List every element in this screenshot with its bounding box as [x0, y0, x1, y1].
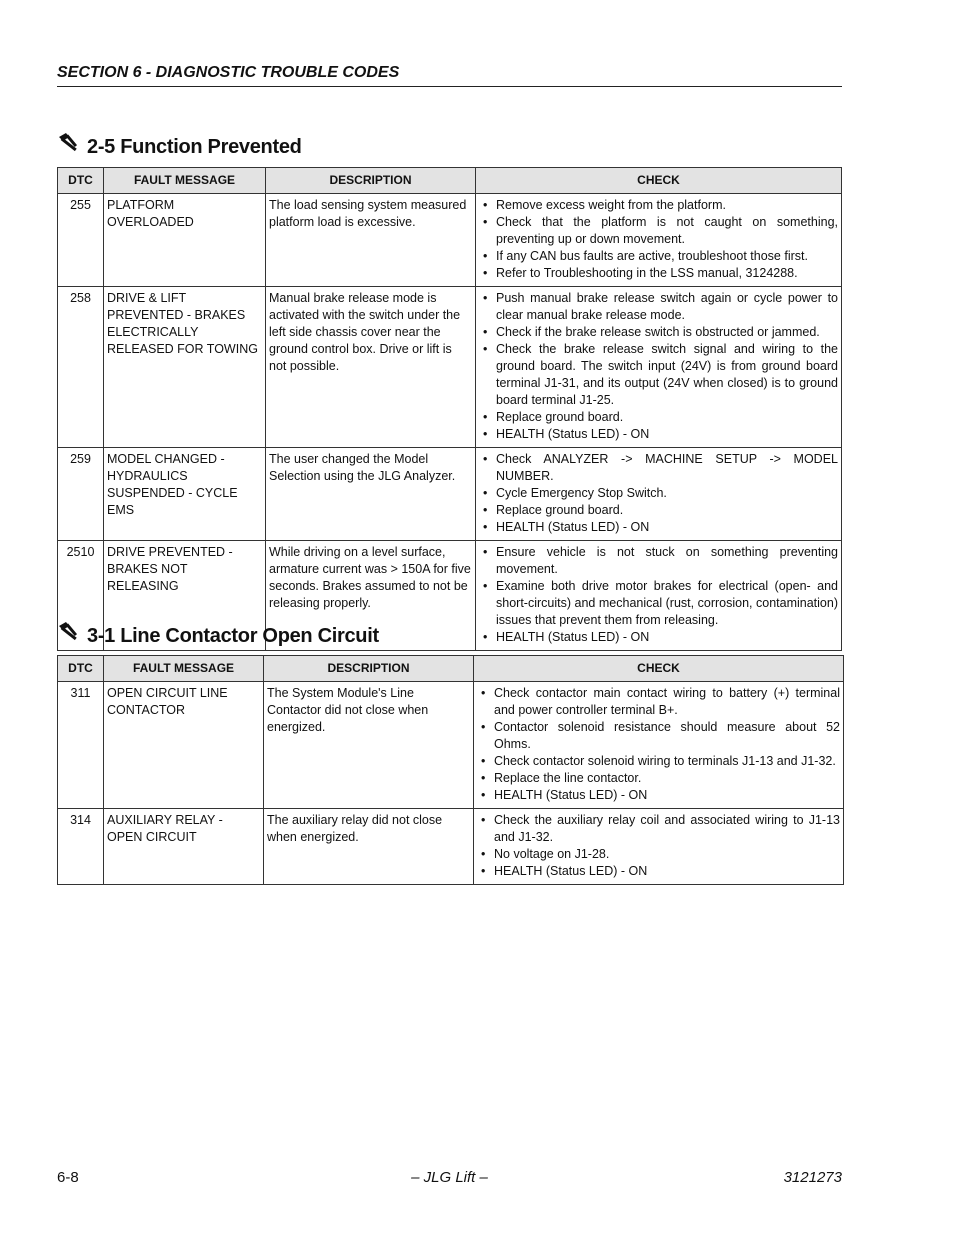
check-cell — [476, 194, 842, 287]
check-item: • HEALTH (Status LED) - ON — [477, 787, 840, 804]
check-item: • Check the auxiliary relay coil and associated wiring to J1-13 and J1-32. — [477, 812, 840, 846]
check-cell — [474, 682, 844, 809]
check-item: • Check contactor solenoid wiring to terminals J1-13 and J1-32. — [477, 753, 840, 770]
column-header-check: CHECK — [474, 656, 844, 682]
column-header-fault: FAULT MESSAGE — [104, 168, 266, 194]
column-header-fault: FAULT MESSAGE — [104, 656, 264, 682]
check-item: • Push manual brake release switch again or cycle power to clear manual brake release mode. — [479, 290, 838, 324]
fault-description: The System Module's Line Contactor did not close when energized. — [264, 682, 474, 809]
check-cell — [476, 541, 842, 651]
column-header-check: CHECK — [476, 168, 842, 194]
dtc-code: 258 — [58, 287, 104, 448]
table-row — [58, 194, 842, 287]
wrench-hammer-icon — [57, 622, 81, 650]
column-header-description: DESCRIPTION — [264, 656, 474, 682]
dtc-code: 311 — [58, 682, 104, 809]
check-item: • Check ANALYZER -> MACHINE SETUP -> MODEL NUMBER. — [479, 451, 838, 485]
table-row — [58, 287, 842, 448]
check-cell — [474, 809, 844, 885]
column-header-dtc: DTC — [58, 168, 104, 194]
section-heading-text: 2-5 Function Prevented — [87, 135, 302, 158]
section-heading-text: 3-1 Line Contactor Open Circuit — [87, 624, 379, 647]
section-heading-2-5 — [57, 133, 302, 161]
dtc-code: 2510 — [58, 541, 104, 651]
table-row — [58, 682, 844, 809]
fault-description: The user changed the Model Selection using the JLG Analyzer. — [266, 448, 476, 541]
fault-description: The auxiliary relay did not close when energized. — [264, 809, 474, 885]
page-number: 6-8 — [57, 1169, 79, 1186]
dtc-code: 255 — [58, 194, 104, 287]
check-cell — [476, 287, 842, 448]
dtc-code: 314 — [58, 809, 104, 885]
check-item: • Check that the platform is not caught on something, preventing up or down movement. — [479, 214, 838, 248]
dtc-code: 259 — [58, 448, 104, 541]
check-item: • Contactor solenoid resistance should measure about 52 Ohms. — [477, 719, 840, 753]
check-item: • Check the brake release switch signal and wiring to the ground board. The switch input (24V) is from ground board terminal J1-31, and its output (24V when closed) is to ground board terminal J1-25. — [479, 341, 838, 409]
page-footer — [57, 1169, 842, 1189]
check-item: • Ensure vehicle is not stuck on something preventing movement. — [479, 544, 838, 578]
check-item: • Replace the line contactor. — [477, 770, 840, 787]
fault-message: AUXILIARY RELAY - OPEN CIRCUIT — [104, 809, 264, 885]
dtc-table-3-1 — [57, 655, 844, 885]
check-item: • HEALTH (Status LED) - ON — [479, 629, 838, 646]
section-heading-3-1 — [57, 622, 379, 650]
fault-description: The load sensing system measured platform load is excessive. — [266, 194, 476, 287]
check-item: • If any CAN bus faults are active, troubleshoot those first. — [479, 248, 838, 265]
check-item: • No voltage on J1-28. — [477, 846, 840, 863]
dtc-table-2-5 — [57, 167, 842, 651]
fault-description: While driving on a level surface, armature current was > 150A for five seconds. Brakes assumed to not be releasing properly. — [266, 541, 476, 651]
table-header-row — [58, 168, 842, 194]
section-header: SECTION 6 - DIAGNOSTIC TROUBLE CODES — [57, 64, 842, 87]
check-item: • Examine both drive motor brakes for electrical (open- and short-circuits) and mechanical (rust, corrosion, contamination) issues that prevent them from releasing. — [479, 578, 838, 629]
fault-message: DRIVE & LIFT PREVENTED - BRAKES ELECTRICALLY RELEASED FOR TOWING — [104, 287, 266, 448]
fault-message: OPEN CIRCUIT LINE CONTACTOR — [104, 682, 264, 809]
fault-description: Manual brake release mode is activated with the switch under the left side chassis cover near the ground control box. Drive or lift is not possible. — [266, 287, 476, 448]
column-header-description: DESCRIPTION — [266, 168, 476, 194]
column-header-dtc: DTC — [58, 656, 104, 682]
check-item: • Cycle Emergency Stop Switch. — [479, 485, 838, 502]
table-row — [58, 809, 844, 885]
check-item: • Check contactor main contact wiring to battery (+) terminal and power controller terminal B+. — [477, 685, 840, 719]
check-item: • HEALTH (Status LED) - ON — [477, 863, 840, 880]
fault-message: DRIVE PREVENTED - BRAKES NOT RELEASING — [104, 541, 266, 651]
check-item: • HEALTH (Status LED) - ON — [479, 519, 838, 536]
check-item: • Replace ground board. — [479, 409, 838, 426]
check-item: • Check if the brake release switch is obstructed or jammed. — [479, 324, 838, 341]
table-row — [58, 448, 842, 541]
check-cell — [476, 448, 842, 541]
check-item: • HEALTH (Status LED) - ON — [479, 426, 838, 443]
check-item: • Refer to Troubleshooting in the LSS manual, 3124288. — [479, 265, 838, 282]
footer-brand: – JLG Lift – — [411, 1169, 488, 1186]
table-header-row — [58, 656, 844, 682]
document-number: 3121273 — [783, 1169, 842, 1186]
fault-message: MODEL CHANGED - HYDRAULICS SUSPENDED - CYCLE EMS — [104, 448, 266, 541]
check-item: • Replace ground board. — [479, 502, 838, 519]
check-item: • Remove excess weight from the platform. — [479, 197, 838, 214]
fault-message: PLATFORM OVERLOADED — [104, 194, 266, 287]
wrench-hammer-icon — [57, 133, 81, 161]
